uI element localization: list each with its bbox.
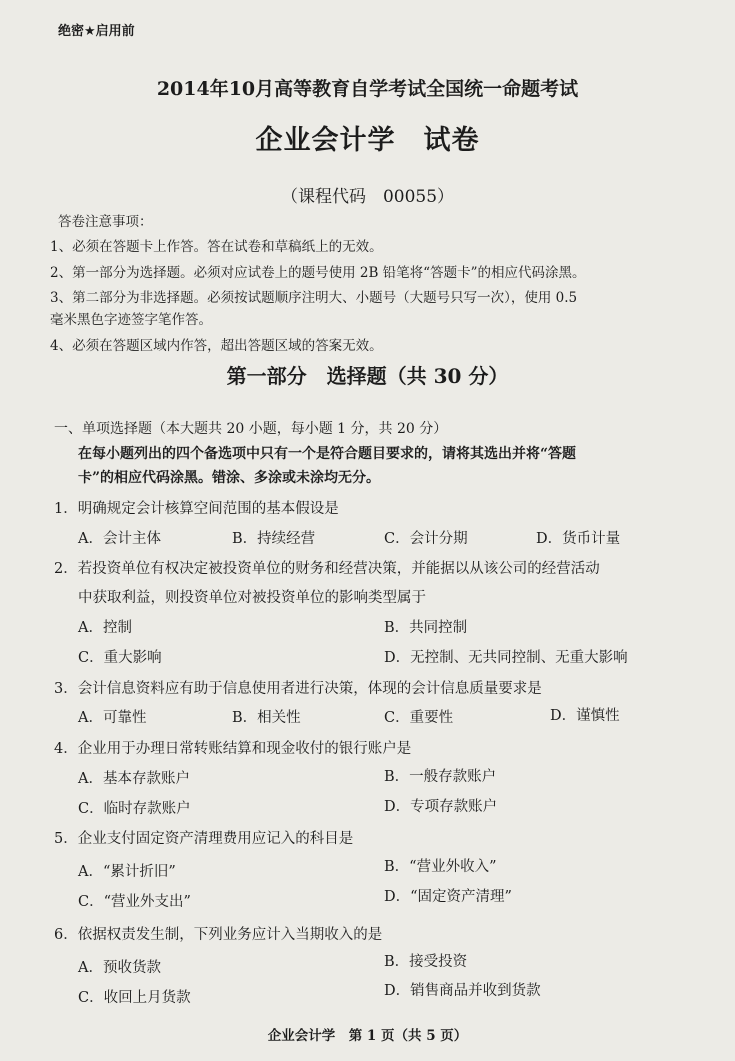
question-5-option-a: A．“累计折旧”: [78, 864, 176, 880]
question-5-stem: 5．企业支付固定资产清理费用应记入的科目是: [54, 831, 354, 847]
question-2-stem: 2．若投资单位有权决定被投资单位的财务和经营决策，并能据以从该公司的经营活动: [54, 561, 600, 577]
question-1-option-d: D．货币计量: [536, 531, 621, 547]
question-4-stem: 4．企业用于办理日常转账结算和现金收付的银行账户是: [54, 741, 412, 757]
question-2-stem-cont: 中获取利益，则投资单位对被投资单位的影响类型属于: [78, 590, 426, 606]
question-6-stem: 6．依据权责发生制，下列业务应计入当期收入的是: [54, 927, 383, 943]
question-2-option-d: D．无控制、无共同控制、无重大影响: [384, 650, 628, 666]
section1-instructions: 卡”的相应代码涂黑。错涂、多涂或未涂均无分。: [78, 470, 381, 486]
notice-item: 4、必须在答题区域内作答，超出答题区域的答案无效。: [50, 338, 383, 354]
question-3-stem: 3．会计信息资料应有助于信息使用者进行决策，体现的会计信息质量要求是: [54, 681, 542, 697]
exam-title: 2014年10月高等教育自学考试全国统一命题考试: [156, 78, 579, 100]
question-5-option-b: B．“营业外收入”: [384, 859, 497, 875]
question-3-option-b: B．相关性: [232, 710, 301, 726]
question-3-option-c: C．重要性: [384, 710, 454, 726]
notice-item: 毫米黑色字迹签字笔作答。: [50, 312, 212, 328]
notice-item: 1、必须在答题卡上作答。答在试卷和草稿纸上的无效。: [50, 239, 383, 255]
question-6-option-b: B．接受投资: [384, 954, 468, 970]
question-4-option-c: C．临时存款账户: [78, 801, 191, 817]
notice-item: 2、第一部分为选择题。必须对应试卷上的题号使用 2B 铅笔将“答题卡”的相应代码涂黑。: [50, 265, 586, 281]
question-1-option-c: C．会计分期: [384, 531, 468, 547]
question-5-option-d: D．“固定资产清理”: [384, 889, 512, 905]
question-6-option-c: C．收回上月货款: [78, 990, 191, 1006]
question-5-option-c: C．“营业外支出”: [78, 894, 191, 910]
question-2-option-c: C．重大影响: [78, 650, 162, 666]
question-2-option-b: B．共同控制: [384, 620, 468, 636]
section1-instructions: 在每小题列出的四个备选项中只有一个是符合题目要求的，请将其选出并将“答题: [78, 446, 577, 462]
question-1-option-b: B．持续经营: [232, 531, 316, 547]
question-4-option-a: A．基本存款账户: [78, 771, 190, 787]
part1-title: 第一部分 选择题（共 30 分）: [226, 364, 509, 388]
question-4-option-b: B．一般存款账户: [384, 769, 497, 785]
notice-heading: 答卷注意事项：: [58, 214, 153, 230]
course-code: （课程代码 00055）: [280, 187, 455, 207]
question-6-option-d: D．销售商品并收到货款: [384, 983, 541, 999]
section1-title: 一、单项选择题（本大题共 20 小题，每小题 1 分，共 20 分）: [54, 421, 448, 437]
question-4-option-d: D．专项存款账户: [384, 799, 498, 815]
confidential-mark: 绝密★启用前: [58, 24, 135, 39]
question-2-option-a: A．控制: [78, 620, 132, 636]
question-1-option-a: A．会计主体: [78, 531, 161, 547]
question-6-option-a: A．预收货款: [78, 960, 161, 976]
notice-item: 3、第二部分为非选择题。必须按试题顺序注明大、小题号（大题号只写一次），使用 0.5: [50, 290, 578, 306]
question-1-stem: 1．明确规定会计核算空间范围的基本假设是: [54, 501, 339, 517]
page-footer: 企业会计学 第 1 页（共 5 页）: [267, 1028, 468, 1044]
question-3-option-a: A．可靠性: [78, 710, 147, 726]
subject-title: 企业会计学 试卷: [255, 125, 480, 156]
question-3-option-d: D．谨慎性: [550, 708, 620, 724]
